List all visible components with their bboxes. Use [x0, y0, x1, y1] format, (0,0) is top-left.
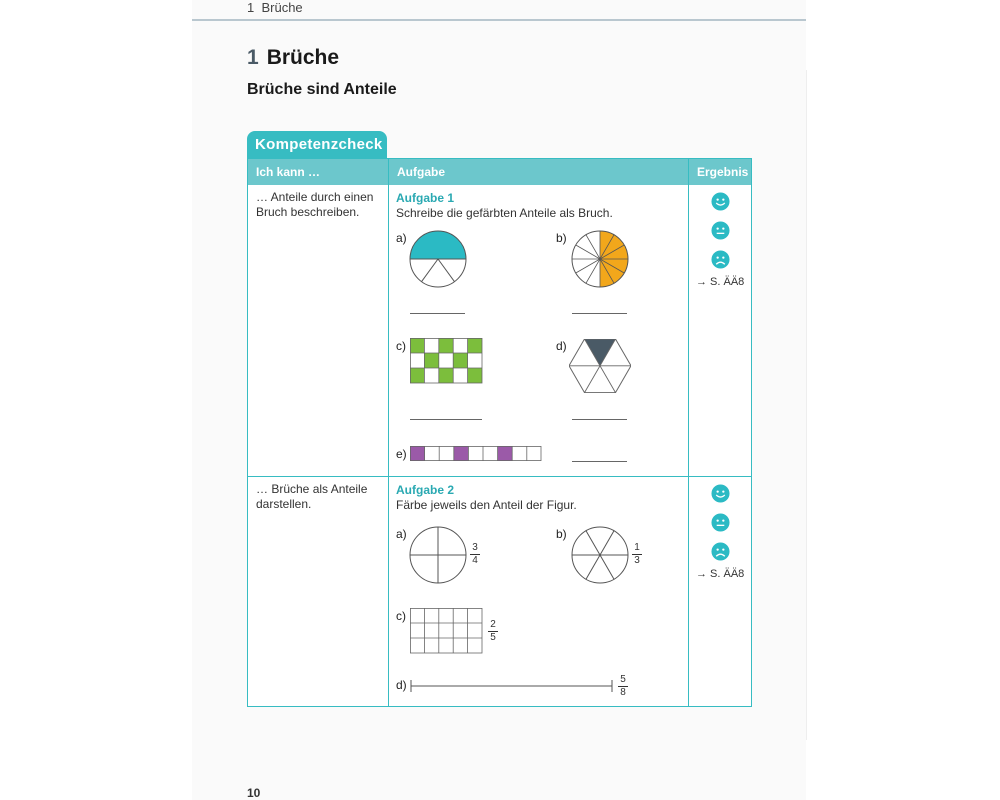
circle-quarters-figure[interactable] [408, 525, 468, 585]
fraction-2b [632, 543, 642, 566]
grid-rectangle-figure[interactable] [410, 608, 484, 654]
chapter-title [247, 46, 339, 70]
sad-face-icon[interactable] [711, 542, 730, 561]
fraction-denominator: 5 [490, 632, 496, 643]
label-1d: d) [556, 339, 567, 353]
task-title-2: Aufgabe 2 [396, 483, 455, 497]
answer-line-1b[interactable] [572, 313, 627, 314]
task-text-2: Färbe jeweils den Anteil der Figur. [396, 498, 577, 512]
sad-face-icon[interactable] [711, 250, 730, 269]
column-divider [388, 159, 389, 706]
label-1b: b) [556, 231, 567, 245]
kompetenzcheck-tab: Kompetenzcheck [247, 131, 387, 158]
chapter-number: 1 [247, 46, 259, 69]
answer-line-1a[interactable] [410, 313, 465, 314]
page-reference-1[interactable]: → S. ÄÄ8 [696, 276, 745, 288]
circle-fifths-figure [408, 229, 468, 289]
competence-table [247, 158, 752, 707]
label-2b: b) [556, 527, 567, 541]
label-1e: e) [396, 447, 407, 461]
happy-face-icon[interactable] [711, 484, 730, 503]
fraction-numerator: 5 [620, 674, 626, 685]
running-header [247, 0, 303, 15]
can-text-2: … Brüche als Anteile darstellen. [256, 482, 368, 511]
checkerboard-figure [410, 338, 484, 384]
strip-figure [410, 446, 542, 462]
fraction-denominator: 8 [620, 687, 626, 698]
label-1c: c) [396, 339, 406, 353]
column-divider [688, 159, 689, 706]
hexagon-figure [569, 339, 631, 393]
column-header-can: Ich kann … [248, 159, 388, 185]
task-title-1: Aufgabe 1 [396, 191, 455, 205]
answer-line-1d[interactable] [572, 419, 627, 420]
row-divider [248, 476, 751, 477]
fraction-numerator: 3 [472, 542, 478, 553]
column-header-result: Ergebnis [689, 159, 751, 185]
label-1a: a) [396, 231, 407, 245]
margin-line [806, 70, 807, 740]
label-2c: c) [396, 609, 406, 623]
circle-twelfths-figure [570, 229, 630, 289]
label-2a: a) [396, 527, 407, 541]
fraction-2c [488, 620, 498, 643]
column-header-task: Aufgabe [389, 159, 688, 185]
running-header-number: 1 [247, 0, 255, 15]
happy-face-icon[interactable] [711, 192, 730, 211]
fraction-denominator: 4 [472, 555, 478, 566]
running-header-title: Brüche [261, 0, 303, 15]
fraction-numerator: 2 [490, 619, 496, 630]
neutral-face-icon[interactable] [711, 513, 730, 532]
fraction-denominator: 3 [634, 555, 640, 566]
section-title: Brüche sind Anteile [247, 81, 397, 98]
page-number: 10 [247, 786, 261, 800]
answer-line-1e[interactable] [572, 461, 627, 462]
can-text-1: … Anteile durch einen Bruch beschreiben. [256, 190, 374, 219]
fraction-2d [618, 675, 628, 698]
page-reference-2[interactable]: → S. ÄÄ8 [696, 568, 745, 580]
task-text-1: Schreibe die gefärbten Anteile als Bruch. [396, 206, 613, 220]
line-segment-figure[interactable] [410, 679, 614, 693]
neutral-face-icon[interactable] [711, 221, 730, 240]
chapter-title-text: Brüche [266, 46, 340, 69]
answer-line-1c[interactable] [410, 419, 482, 420]
header-rule [192, 19, 806, 21]
fraction-2a [470, 543, 480, 566]
label-2d: d) [396, 678, 407, 692]
circle-sixths-figure[interactable] [570, 525, 630, 585]
fraction-numerator: 1 [634, 542, 640, 553]
